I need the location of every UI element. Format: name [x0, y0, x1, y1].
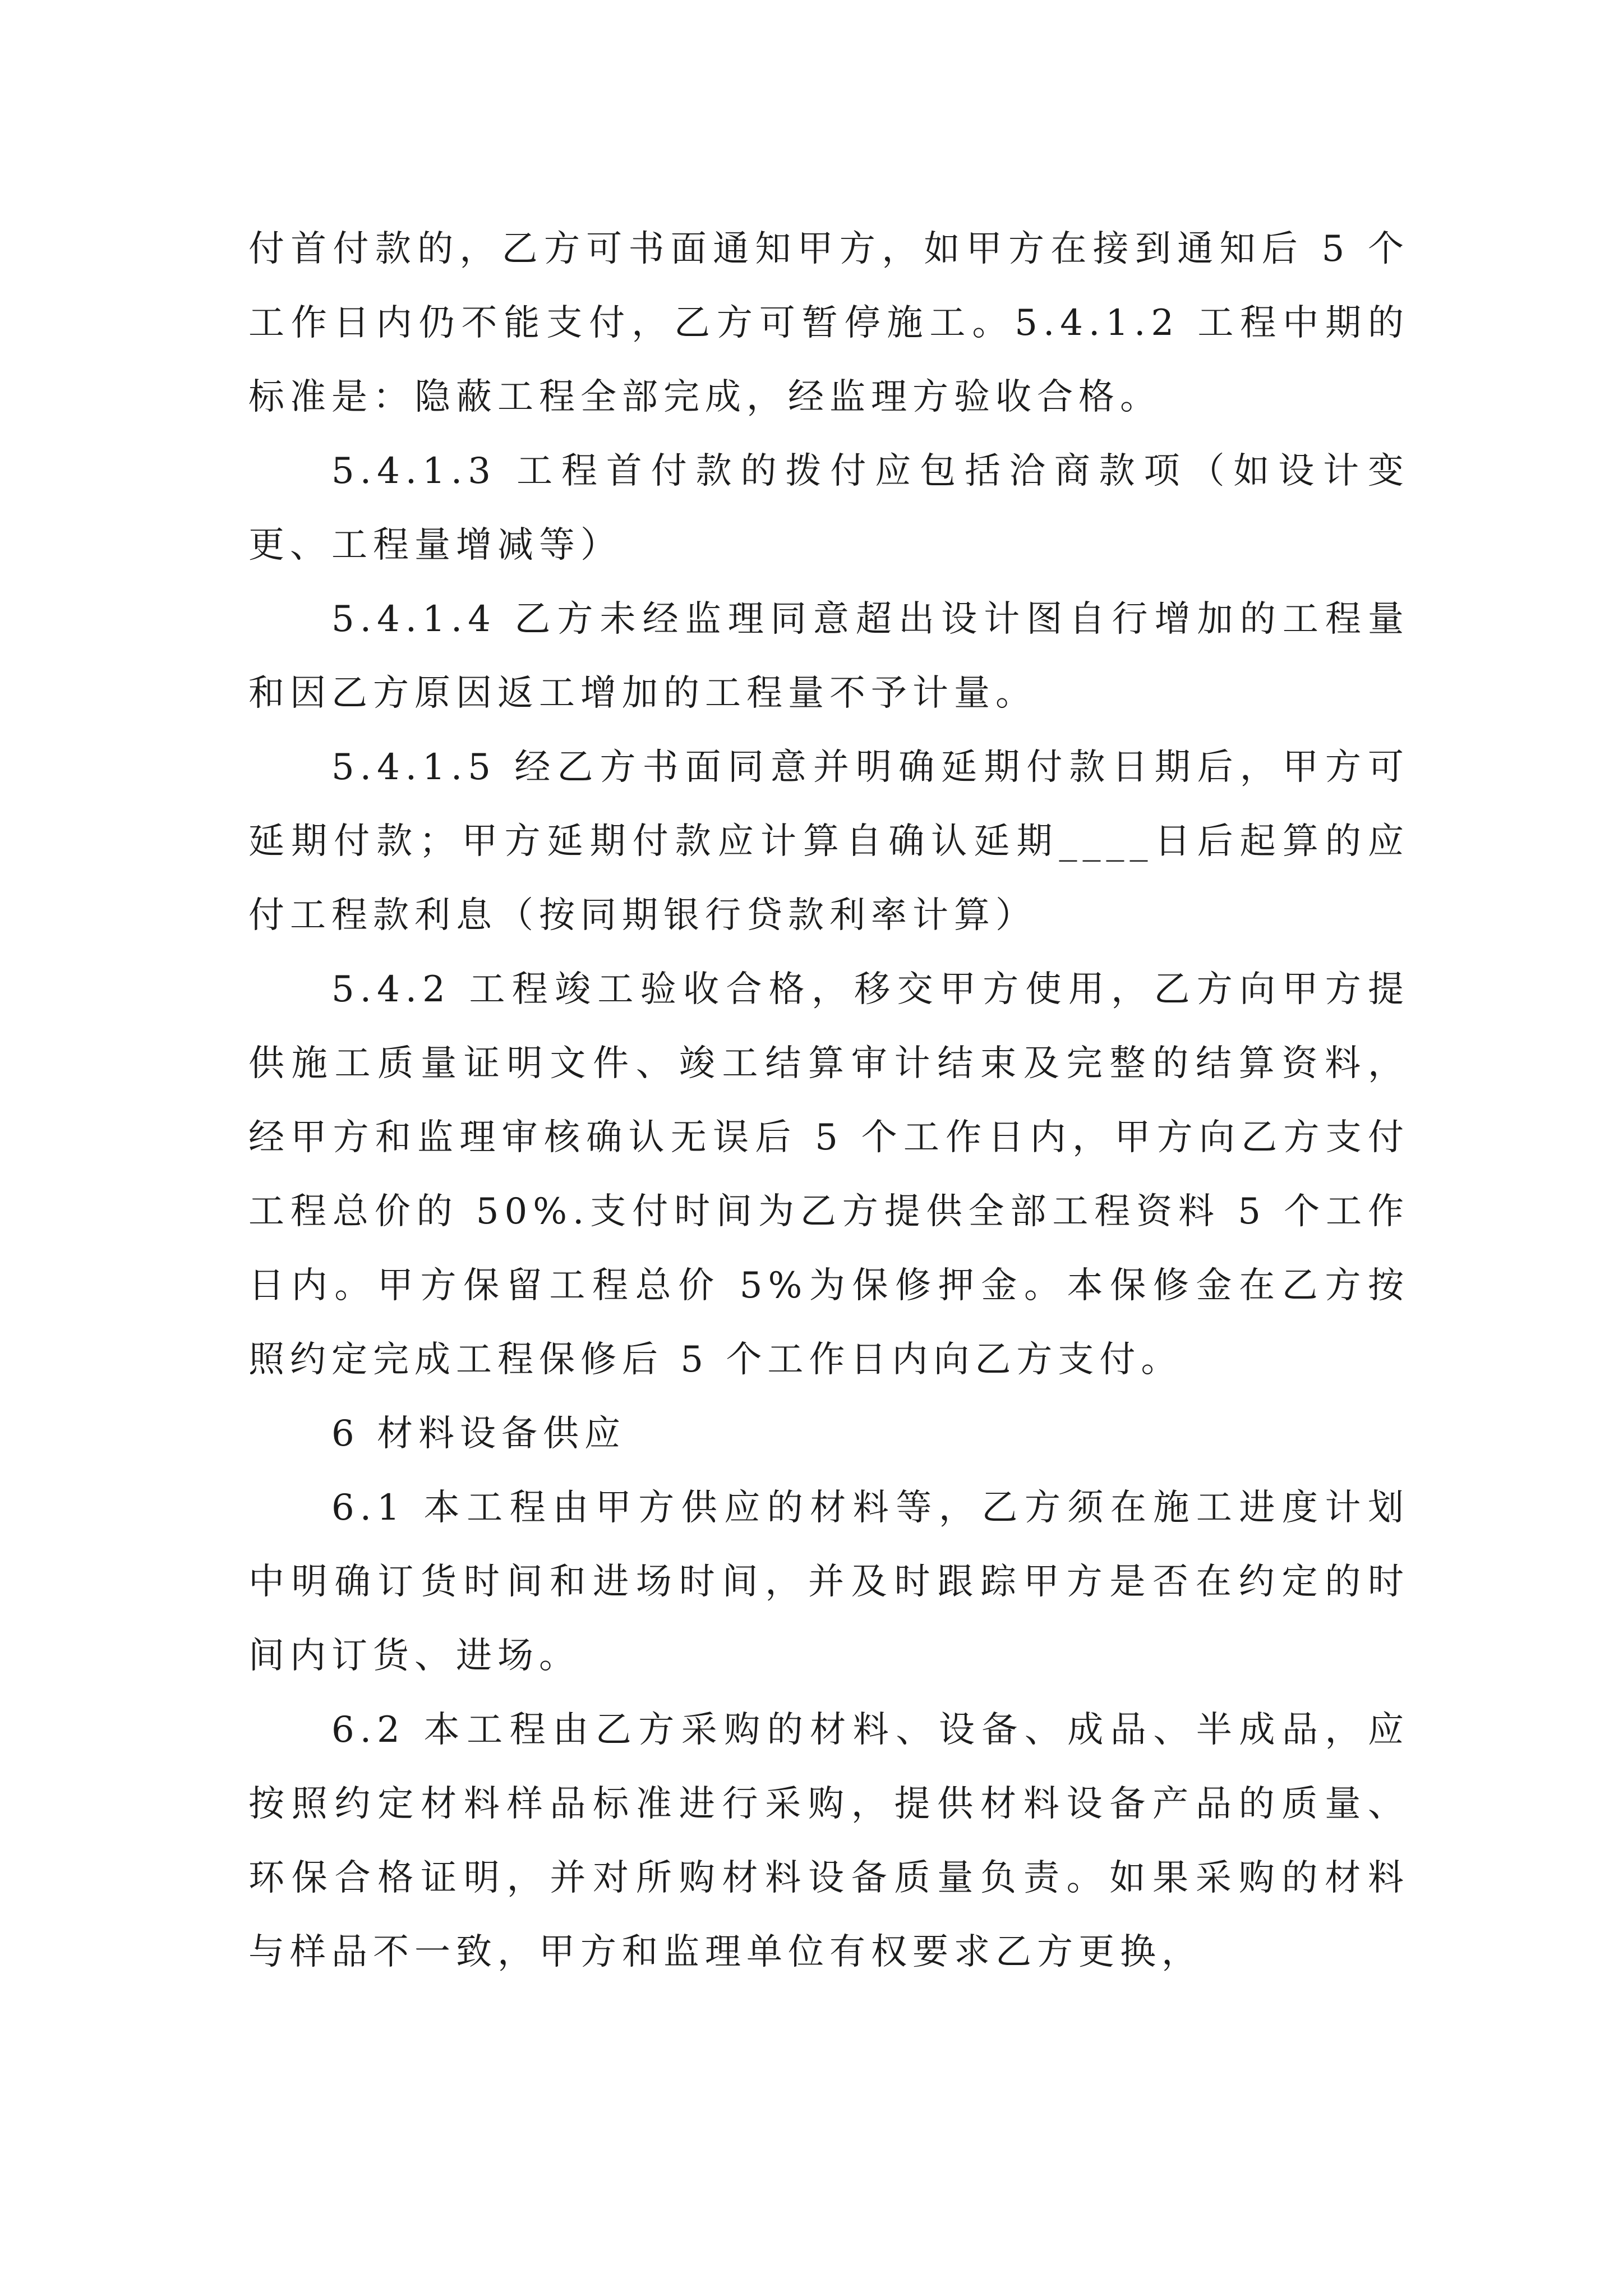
paragraph-6-2: 6.2 本工程由乙方采购的材料、设备、成品、半成品，应按照约定材料样品标准进行采购，提供材料设备产品的质量、环保合格证明，并对所购材料设备质量负责。如果采购的材料与样品不一致，甲方和监理单位有权要求乙方更换， — [248, 1709, 1409, 1973]
document-body — [248, 212, 1409, 1989]
paragraph-6-1: 6.1 本工程由甲方供应的材料等，乙方须在施工进度计划中明确订货时间和进场时间，并及时跟踪甲方是否在约定的时间内订货、进场。 — [248, 1487, 1409, 1677]
paragraph-5-4-2: 5.4.2 工程竣工验收合格，移交甲方使用，乙方向甲方提供施工质量证明文件、竣工结算审计结束及完整的结算资料，经甲方和监理审核确认无误后 5 个工作日内，甲方向乙方支付工程总价的 50%.支付时间为乙方提供全部工程资料 5 个工作日内。甲方保留工程总价 5%为保修押金。本保修金在乙方按照约定完成工程保修后 5 个工作日内向乙方支付。 — [248, 969, 1409, 1381]
paragraph-payment-notice: 付首付款的，乙方可书面通知甲方，如甲方在接到通知后 5 个工作日内仍不能支付，乙方可暂停施工。5.4.1.2 工程中期的标准是：隐蔽工程全部完成，经监理方验收合格。 — [248, 228, 1409, 418]
section-heading-6: 6 材料设备供应 — [331, 1413, 626, 1455]
paragraph-5-4-1-3: 5.4.1.3 工程首付款的拨付应包括洽商款项（如设计变更、工程量增减等） — [248, 450, 1409, 566]
paragraph-5-4-1-5: 5.4.1.5 经乙方书面同意并明确延期付款日期后，甲方可延期付款；甲方延期付款应计算自确认延期____日后起算的应付工程款利息（按同期银行贷款利率计算） — [248, 747, 1409, 936]
paragraph-5-4-1-4: 5.4.1.4 乙方未经监理同意超出设计图自行增加的工程量和因乙方原因返工增加的工程量不予计量。 — [248, 599, 1409, 714]
